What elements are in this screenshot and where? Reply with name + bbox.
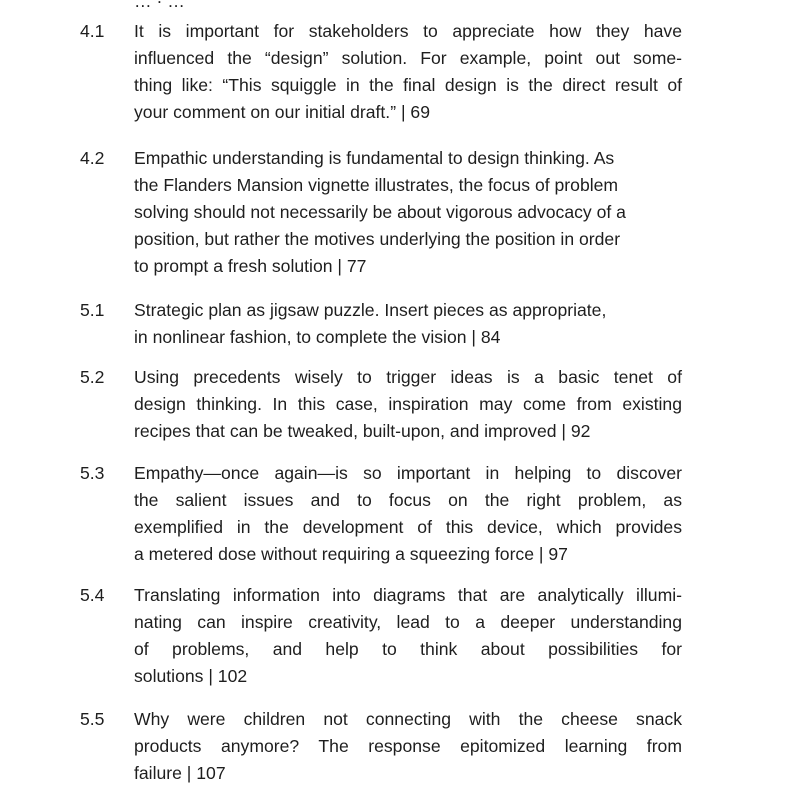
entry-line: solving should not necessarily be about vigorous advocacy of a (134, 202, 626, 222)
entry-number: 5.5 (80, 709, 105, 729)
entry-text (134, 145, 682, 280)
entry-line: recipes that can be tweaked, built-upon, and improved | 92 (134, 421, 591, 441)
entry-text (134, 706, 682, 787)
entry-line: Using precedents wisely to trigger ideas is a basic tenet of (134, 367, 682, 387)
entry-line: of problems, and help to think about possibilities for (134, 639, 682, 659)
entry-line: the Flanders Mansion vignette illustrates, the focus of problem (134, 175, 619, 195)
entry-line: thing like: “This squiggle in the final design is the direct result of (134, 75, 682, 95)
entry-line: the salient issues and to focus on the right problem, as (134, 490, 682, 510)
entry-line: a metered dose without requiring a squeezing force | 97 (134, 544, 568, 564)
entry-line: Empathy—once again—is so important in helping to discover (134, 463, 682, 483)
entry-line: It is important for stakeholders to appreciate how they have (134, 21, 682, 41)
entry-line: to prompt a fresh solution | 77 (134, 256, 367, 276)
entry-text (134, 18, 682, 126)
entry-line: influenced the “design” solution. For example, point out some- (134, 48, 682, 68)
entry-text (134, 460, 682, 568)
entry-text (134, 297, 682, 351)
entry-line: your comment on our initial draft.” | 69 (134, 102, 430, 122)
entry-text (134, 582, 682, 690)
entry-line: Empathic understanding is fundamental to design thinking. As (134, 148, 615, 168)
entry-number: 5.4 (80, 585, 105, 605)
entry-number: 4.2 (80, 148, 105, 168)
entry-line: nating can inspire creativity, lead to a deeper understanding (134, 612, 682, 632)
entry-line: Translating information into diagrams that are analytically illumi- (134, 585, 682, 605)
entry-line: position, but rather the motives underlying the position in order (134, 229, 621, 249)
entry-text (134, 364, 682, 445)
entry-line: failure | 107 (134, 763, 226, 783)
entry-line: design thinking. In this case, inspiration may come from existing (134, 394, 682, 414)
entry-line: Strategic plan as jigsaw puzzle. Insert pieces as appropriate, (134, 300, 607, 320)
entry-number: 5.3 (80, 463, 105, 483)
top-cut-off-text: … · … (134, 0, 185, 11)
entry-number: 5.1 (80, 300, 105, 320)
entry-line: in nonlinear fashion, to complete the vision | 84 (134, 327, 501, 347)
entry-number: 5.2 (80, 367, 105, 387)
entry-line: solutions | 102 (134, 666, 248, 686)
entry-line: Why were children not connecting with the cheese snack (134, 709, 682, 729)
entry-number: 4.1 (80, 21, 105, 41)
entry-line: exemplified in the development of this device, which provides (134, 517, 682, 537)
entry-line: products anymore? The response epitomized learning from (134, 736, 682, 756)
